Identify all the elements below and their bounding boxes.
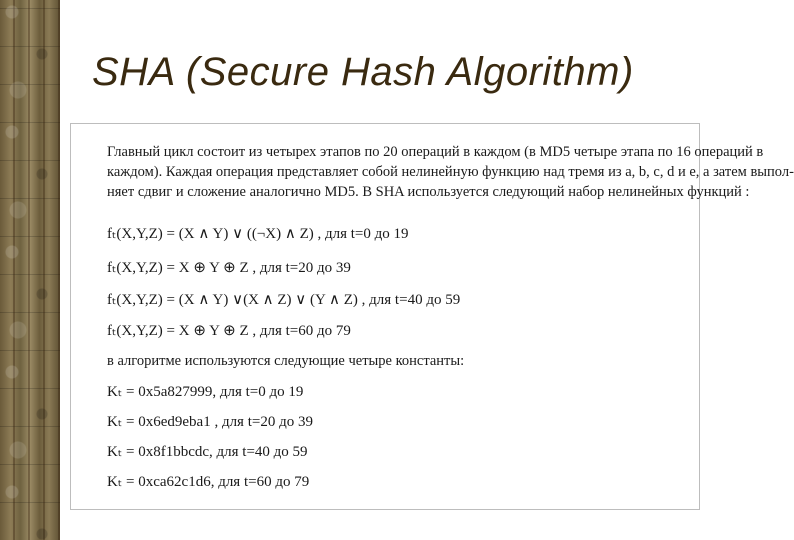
paragraph-line: Главный цикл состоит из четырех этапов по 20 операций в каждом (в MD5 четыре этапа по 16 операций в: [107, 144, 764, 160]
function-formula: fₜ(X,Y,Z) = (X ∧ Y) ∨(X ∧ Z) ∨ (Y ∧ Z) , для t=40 до 59: [107, 292, 461, 308]
paragraph-line: няет сдвиг и сложение аналогично MD5. В SHA используется следующий набор нелинейных функций :: [107, 184, 750, 200]
constant-line: Kₜ = 0x5a827999, для t=0 до 19: [107, 384, 304, 400]
scanned-text-image: [70, 123, 794, 510]
constant-line: Kₜ = 0xca62c1d6, для t=60 до 79: [107, 474, 310, 490]
function-formula: fₜ(X,Y,Z) = X ⊕ Y ⊕ Z , для t=20 до 39: [107, 260, 351, 276]
paragraph-line: каждом). Каждая операция представляет собой нелинейную функцию над тремя из a, b, c, d и e, а затем выпол-: [107, 164, 794, 180]
constant-line: Kₜ = 0x6ed9eba1 , для t=20 до 39: [107, 414, 313, 430]
function-formula: fₜ(X,Y,Z) = (X ∧ Y) ∨ ((¬X) ∧ Z) , для t=0 до 19: [107, 226, 409, 242]
slide-title: SHA (Secure Hash Algorithm): [92, 50, 634, 94]
constants-intro: в алгоритме используются следующие четыре константы:: [107, 353, 465, 369]
function-formula: fₜ(X,Y,Z) = X ⊕ Y ⊕ Z , для t=60 до 79: [107, 323, 351, 339]
constant-line: Kₜ = 0x8f1bbcdc, для t=40 до 59: [107, 444, 308, 460]
intro-paragraph: [107, 142, 794, 202]
stone-border-decoration: [0, 0, 60, 540]
